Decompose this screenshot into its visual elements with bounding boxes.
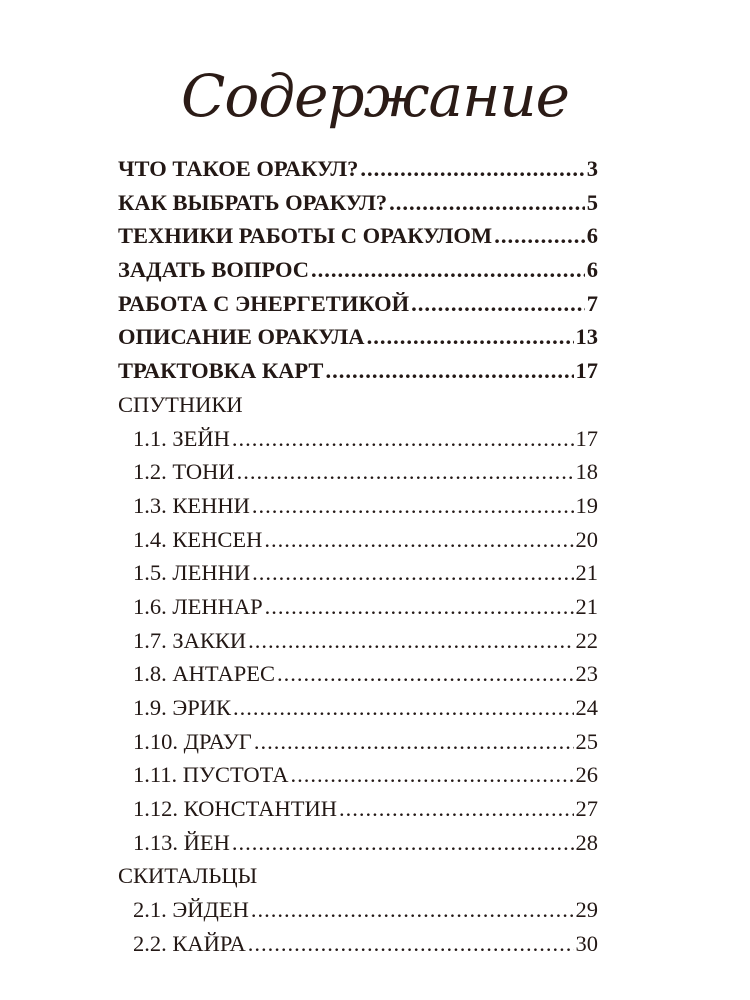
dot-leader [389, 190, 585, 216]
toc-entry-label: 1.7. ЗАККИ [133, 627, 247, 653]
toc-entry-label: 1.5. ЛЕННИ [133, 560, 251, 586]
toc-entry-label: 1.2. ТОНИ [133, 459, 235, 485]
dot-leader [248, 931, 574, 957]
toc-entry-label: 2.2. КАЙРА [133, 930, 246, 956]
toc-entry-label: 1.10. ДРАУГ [133, 728, 252, 754]
toc-entry[interactable] [118, 931, 598, 965]
toc-entry-label: ТЕХНИКИ РАБОТЫ С ОРАКУЛОМ [118, 223, 493, 249]
toc-page-number: 5 [586, 189, 598, 215]
page-title: Содержание [181, 62, 569, 130]
toc-entry-label: 1.9. ЭРИК [133, 695, 231, 720]
dot-leader [277, 661, 573, 687]
toc-entry-label: 2.1. ЭЙДЕН [133, 897, 249, 923]
toc-page-number: 24 [575, 695, 598, 720]
toc-section-heading [118, 392, 598, 426]
toc-entry-label: 1.1. ЗЕЙН [133, 425, 230, 451]
toc-entry[interactable] [118, 830, 598, 864]
toc-entry[interactable] [118, 426, 598, 460]
dot-leader [232, 830, 574, 856]
toc-entry-label: КАК ВЫБРАТЬ ОРАКУЛ? [118, 189, 388, 215]
toc-entry[interactable] [118, 628, 598, 662]
toc-page-number: 17 [575, 358, 598, 384]
dot-leader [233, 695, 574, 721]
dot-leader [291, 762, 574, 788]
dot-leader [411, 291, 585, 317]
toc-entry-label: 1.8. АНТАРЕС [133, 661, 276, 687]
toc-entry[interactable] [118, 661, 598, 695]
toc-page-number: 21 [575, 593, 598, 619]
dot-leader [494, 223, 585, 249]
dot-leader [252, 560, 573, 586]
table-of-contents [118, 156, 598, 965]
toc-page-number: 22 [575, 627, 598, 653]
toc-entry-label: 1.13. ЙЕН [133, 829, 230, 855]
toc-entry-label: ЧТО ТАКОЕ ОРАКУЛ? [118, 156, 359, 181]
toc-entry[interactable] [118, 257, 598, 291]
dot-leader [237, 459, 574, 485]
toc-entry-label: 1.6. ЛЕННАР [133, 593, 263, 619]
toc-entry[interactable] [118, 223, 598, 257]
dot-leader [264, 527, 573, 553]
toc-page-number: 6 [586, 223, 598, 249]
dot-leader [339, 796, 574, 822]
toc-entry-label: 1.12. КОНСТАНТИН [133, 796, 337, 822]
toc-entry-label: 1.3. КЕННИ [133, 492, 250, 518]
dot-leader [254, 729, 574, 755]
dot-leader [360, 156, 584, 182]
toc-entry-label: ТРАКТОВКА КАРТ [118, 358, 324, 384]
toc-entry[interactable] [118, 796, 598, 830]
dot-leader [251, 897, 574, 923]
toc-entry[interactable] [118, 560, 598, 594]
toc-entry[interactable] [118, 594, 598, 628]
toc-entry-label: ЗАДАТЬ ВОПРОС [118, 257, 310, 283]
toc-page-number: 6 [586, 257, 598, 283]
dot-leader [252, 493, 574, 519]
toc-page-number: 3 [586, 156, 598, 181]
toc-page-number: 19 [575, 492, 598, 518]
toc-page-number: 21 [575, 560, 598, 586]
toc-page-number: 28 [575, 829, 598, 855]
toc-page-number: 23 [575, 661, 598, 687]
toc-section-heading [118, 863, 598, 897]
toc-page-number: 13 [575, 324, 598, 350]
toc-page-number: 26 [575, 762, 598, 788]
toc-page-number: 7 [586, 290, 598, 316]
toc-entry[interactable] [118, 695, 598, 729]
dot-leader [265, 594, 574, 620]
toc-page-number: 29 [575, 897, 598, 923]
toc-entry[interactable] [118, 190, 598, 224]
toc-entry[interactable] [118, 156, 598, 190]
toc-entry-label: 1.4. КЕНСЕН [133, 526, 263, 552]
toc-entry-label: РАБОТА С ЭНЕРГЕТИКОЙ [118, 290, 410, 316]
toc-page-number: 27 [575, 796, 598, 822]
toc-entry-label: ОПИСАНИЕ ОРАКУЛА [118, 324, 365, 350]
dot-leader [325, 358, 573, 384]
toc-entry-label: СКИТАЛЬЦЫ [118, 863, 258, 889]
toc-entry[interactable] [118, 291, 598, 325]
dot-leader [232, 426, 574, 452]
toc-page-number: 17 [575, 425, 598, 451]
toc-page-number: 20 [575, 526, 598, 552]
toc-page-number: 18 [575, 459, 598, 485]
toc-entry[interactable] [118, 358, 598, 392]
toc-entry[interactable] [118, 459, 598, 493]
dot-leader [248, 628, 573, 654]
toc-entry[interactable] [118, 729, 598, 763]
toc-page-number: 30 [575, 930, 598, 956]
toc-entry[interactable] [118, 324, 598, 358]
toc-entry[interactable] [118, 762, 598, 796]
toc-entry[interactable] [118, 527, 598, 561]
dot-leader [367, 324, 574, 350]
toc-entry-label: 1.11. ПУСТОТА [133, 762, 289, 788]
toc-entry[interactable] [118, 493, 598, 527]
toc-entry[interactable] [118, 897, 598, 931]
toc-entry-label: СПУТНИКИ [118, 391, 243, 417]
toc-page-number: 25 [575, 728, 598, 754]
dot-leader [311, 257, 585, 283]
